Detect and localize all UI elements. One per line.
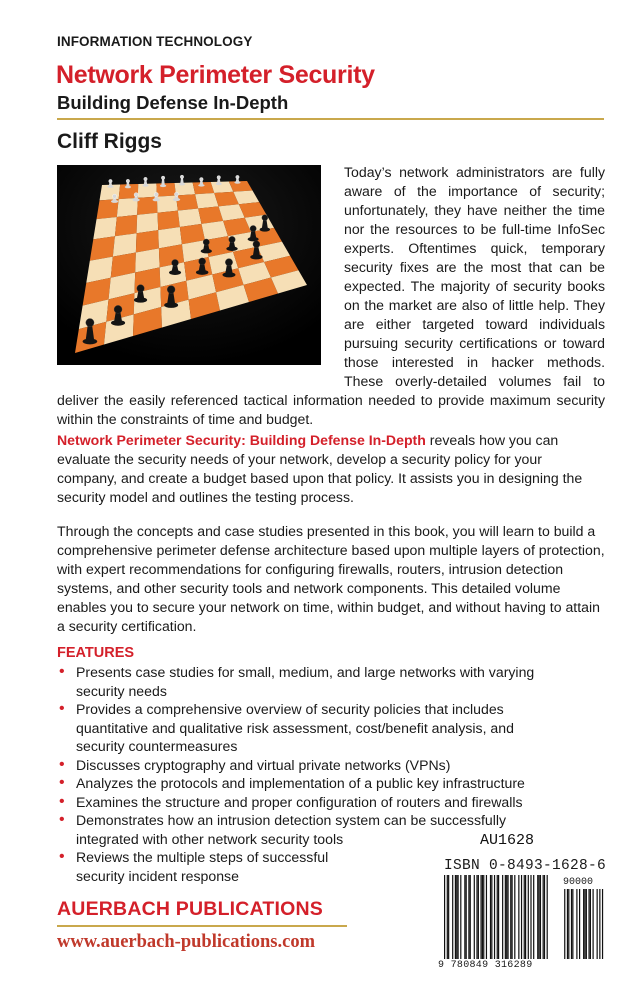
barcode-bar	[483, 875, 484, 959]
barcode-bar	[482, 875, 483, 959]
barcode-bar	[512, 875, 513, 959]
barcode-bar	[480, 875, 481, 959]
barcode-bar	[444, 875, 445, 959]
feature-item: • Examines the structure and proper configuration of routers and firewalls	[57, 793, 557, 812]
book-title: Network Perimeter Security	[56, 61, 375, 89]
barcode-bar	[502, 875, 503, 959]
barcode-bar	[456, 875, 457, 959]
feature-item: • Provides a comprehensive overview of security policies that includes quantitative and qualitative risk assessment, cost/benefit analysis, and security countermeasures	[57, 700, 557, 756]
barcode-bar	[528, 875, 529, 959]
book-title-reference: Network Perimeter Security: Building Defense In-Depth	[57, 432, 426, 448]
summary-paragraph	[57, 431, 605, 507]
book-subtitle: Building Defense In-Depth	[57, 92, 289, 113]
title-divider	[57, 118, 604, 120]
barcode-bar	[447, 875, 448, 959]
barcode	[444, 875, 604, 965]
barcode-bar	[505, 875, 506, 959]
barcode-bar	[476, 875, 477, 959]
barcode-bar	[470, 875, 471, 959]
feature-item: • Discusses cryptography and virtual private networks (VPNs)	[57, 756, 557, 775]
barcode-bar	[518, 875, 519, 959]
barcode-bar	[452, 875, 453, 959]
author-name: Cliff Riggs	[57, 130, 162, 153]
concepts-paragraph: Through the concepts and case studies presented in this book, you will learn to build a comprehensive perimeter defense architecture based upon multiple layers of protection, with expert recommendations for configuring firewalls, routers, intrusion detection systems, and other security tools and network components. This detailed volume enables you to secure your network on time, within budget, and without having to attain a security certification.	[57, 523, 605, 634]
barcode-bar	[490, 875, 491, 959]
feature-item: • Demonstrates how an intrusion detection system can be successfully integrated with other network security tools	[57, 811, 557, 848]
intro-paragraph: Today’s network administrators are fully aware of the importance of security; unfortunately, they have neither the time nor the resources to be full-time InfoSec experts. Oftentimes quick, temporary security fixes are the most that can be expected. The majority of security books on the market are also of little help. They are either targeted toward individuals pursuing security certifications or toward those interested in hacker methods. These overly-detailed volumes fail to deliver the easily referenced tactical information needed to provide maximum security within the constraints of time and budget.	[57, 164, 605, 427]
barcode-bar	[458, 875, 459, 959]
barcode-bar	[533, 875, 534, 959]
barcode-bar	[494, 875, 495, 959]
barcode-bar	[468, 875, 469, 959]
publisher-website: www.auerbach-publications.com	[57, 932, 315, 952]
ean-digits: 9 780849 316289	[438, 960, 533, 971]
barcode-bar	[543, 875, 544, 959]
barcode-bar	[540, 875, 541, 959]
barcode-bar	[474, 875, 475, 959]
barcode-bar	[448, 875, 449, 959]
barcode-bar	[466, 875, 467, 959]
barcode-bar	[498, 875, 499, 959]
publisher-name: AUERBACH PUBLICATIONS	[57, 898, 324, 920]
barcode-bar	[524, 875, 525, 959]
barcode-bar	[497, 875, 498, 959]
barcode-bar	[539, 875, 540, 959]
feature-item: • Presents case studies for small, medium, and large networks with varying security needs	[57, 663, 557, 700]
category-label: INFORMATION TECHNOLOGY	[57, 34, 253, 49]
barcode-bar	[530, 875, 531, 959]
barcode-bar	[525, 875, 526, 959]
barcode-bar	[514, 875, 515, 959]
features-list	[57, 663, 557, 885]
barcode-bar	[537, 875, 538, 959]
barcode-bar	[486, 875, 487, 959]
barcode-bar	[506, 875, 507, 959]
barcode-bar	[547, 875, 548, 959]
barcode-bar	[544, 875, 545, 959]
publisher-divider	[57, 925, 347, 927]
features-heading: FEATURES	[57, 645, 135, 661]
barcode-bar	[478, 875, 479, 959]
barcode-bar	[507, 875, 508, 959]
barcode-bar	[521, 875, 522, 959]
feature-item: • Analyzes the protocols and implementation of a public key infrastructure	[57, 774, 557, 793]
barcode-bar	[510, 875, 511, 959]
intro-section	[57, 163, 605, 429]
isbn-text: ISBN 0-8493-1628-6	[444, 858, 607, 874]
price-code: 90000	[563, 877, 594, 888]
stock-code: AU1628	[480, 832, 535, 849]
barcode-bar	[491, 875, 492, 959]
barcode-bar	[455, 875, 456, 959]
barcode-bar	[460, 875, 461, 959]
barcode-bar	[464, 875, 465, 959]
feature-item: • Reviews the multiple steps of successful security incident response	[57, 848, 348, 885]
summary-text: reveals how you can evaluate the security needs of your network, develop a security policy for your company, and create a budget based upon that policy. It assists you in designing the security model and outlines the testing process.	[57, 432, 583, 505]
